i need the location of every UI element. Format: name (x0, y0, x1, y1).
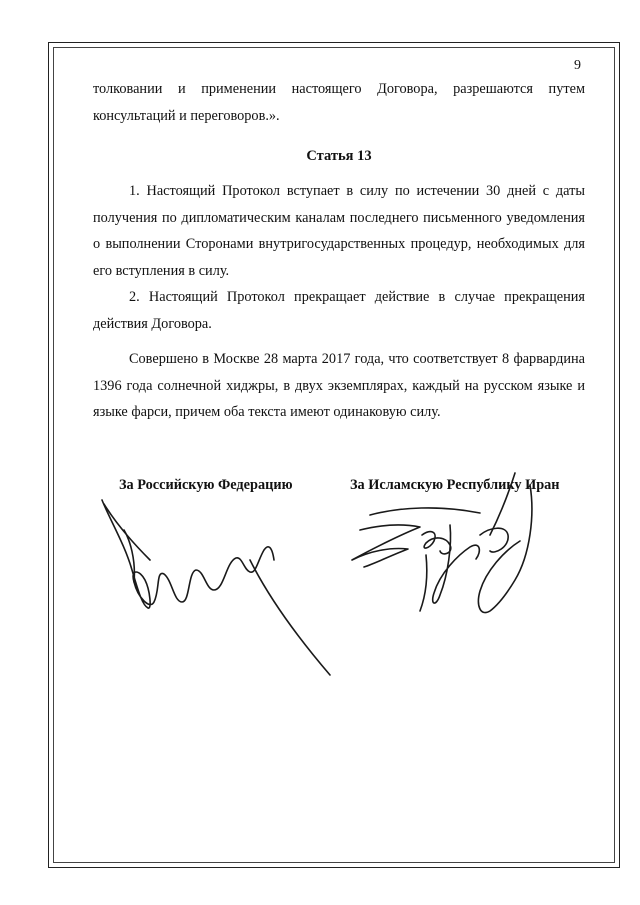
article-paragraph-1: 1. Настоящий Протокол вступает в силу по истечении 30 дней с даты получения по дипломатическим каналам последнего письменного уведомления о выполнении Сторонами внутригосударственных процедур, необходимых для его вступления в силу. (93, 183, 585, 279)
article-paragraph-2: 2. Настоящий Протокол прекращает действие в случае прекращения действия Договора. (93, 289, 585, 332)
intro-paragraph: толковании и применении настоящего Договора, разрешаются путем консультаций и переговоров.». (93, 81, 585, 124)
article-heading: Статья 13 (306, 148, 372, 164)
article-body (93, 178, 585, 337)
signatory-label-russia: За Российскую Федерацию (119, 477, 293, 493)
signature-russia (90, 490, 350, 690)
signature-iran (330, 455, 560, 645)
intro-paragraph-block (93, 76, 585, 129)
page-number: 9 (574, 58, 581, 73)
signatory-label-iran: За Исламскую Республику Иран (350, 477, 560, 493)
conclusion-paragraph: Совершено в Москве 28 марта 2017 года, что соответствует 8 фарвардина 1396 года солнечной хиджры, в двух экземплярах, каждый на русском языке и языке фарси, причем оба текста имеют одинаковую силу. (93, 351, 585, 420)
conclusion-block (93, 346, 585, 426)
